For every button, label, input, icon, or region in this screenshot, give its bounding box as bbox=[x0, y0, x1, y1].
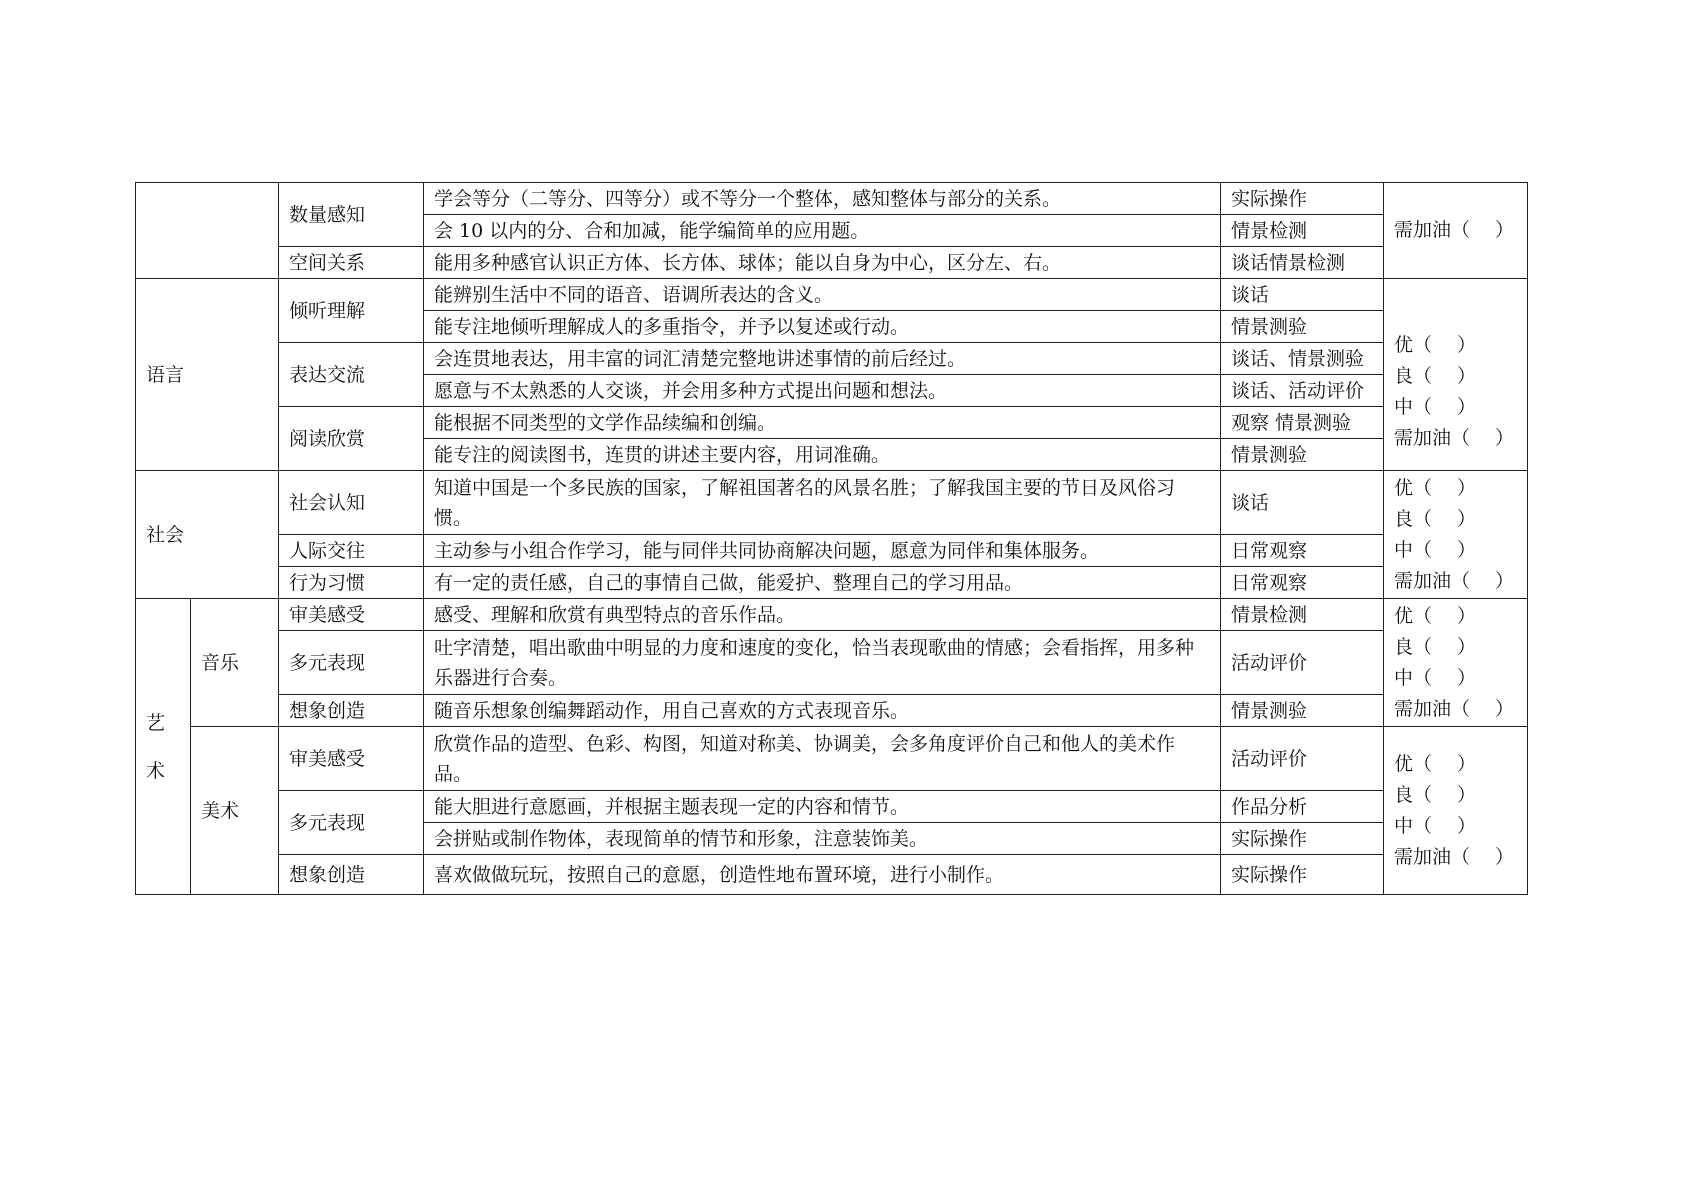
content-cell: 有一定的责任感，自己的事情自己做，能爱护、整理自己的学习用品。 bbox=[424, 567, 1221, 599]
rating-cell-music bbox=[1384, 599, 1528, 727]
table-row bbox=[136, 599, 1528, 631]
table-row bbox=[136, 727, 1528, 791]
content-cell: 能专注的阅读图书，连贯的讲述主要内容，用词准确。 bbox=[424, 439, 1221, 471]
rating-fair: 中（ ） bbox=[1394, 395, 1477, 418]
area-cell-art bbox=[136, 599, 191, 895]
table-row bbox=[136, 247, 1528, 279]
subarea-habits: 行为习惯 bbox=[279, 567, 424, 599]
content-cell: 会拼贴或制作物体，表现简单的情节和形象，注意装饰美。 bbox=[424, 823, 1221, 855]
method-cell: 情景测验 bbox=[1221, 311, 1384, 343]
area-cell-social: 社会 bbox=[136, 471, 279, 599]
content-cell: 能辨别生活中不同的语音、语调所表达的含义。 bbox=[424, 279, 1221, 311]
method-cell: 日常观察 bbox=[1221, 567, 1384, 599]
content-cell: 随音乐想象创编舞蹈动作，用自己喜欢的方式表现音乐。 bbox=[424, 695, 1221, 727]
content-cell: 愿意与不太熟悉的人交谈，并会用多种方式提出问题和想法。 bbox=[424, 375, 1221, 407]
content-cell: 喜欢做做玩玩，按照自己的意愿，创造性地布置环境，进行小制作。 bbox=[424, 855, 1221, 895]
subarea-aesthetic: 审美感受 bbox=[279, 599, 424, 631]
table-row bbox=[136, 471, 1528, 535]
method-cell: 谈话、情景测验 bbox=[1221, 343, 1384, 375]
table-row bbox=[136, 279, 1528, 311]
table-row bbox=[136, 535, 1528, 567]
content-cell: 知道中国是一个多民族的国家，了解祖国著名的风景名胜；了解我国主要的节日及风俗习惯。 bbox=[424, 471, 1221, 535]
method-cell: 情景检测 bbox=[1221, 215, 1384, 247]
art-fine-art-label: 美术 bbox=[191, 727, 279, 895]
rating-good: 良（ ） bbox=[1394, 783, 1477, 806]
method-cell: 作品分析 bbox=[1221, 791, 1384, 823]
subarea-express: 表达交流 bbox=[279, 343, 424, 407]
area-cell-math bbox=[136, 183, 279, 279]
subarea-space: 空间关系 bbox=[279, 247, 424, 279]
content-cell: 学会等分（二等分、四等分）或不等分一个整体，感知整体与部分的关系。 bbox=[424, 183, 1221, 215]
rating-fair: 中（ ） bbox=[1394, 538, 1477, 561]
subarea-cognition: 社会认知 bbox=[279, 471, 424, 535]
method-cell: 谈话情景检测 bbox=[1221, 247, 1384, 279]
method-cell: 谈话、活动评价 bbox=[1221, 375, 1384, 407]
subarea-creation: 想象创造 bbox=[279, 695, 424, 727]
subarea-read: 阅读欣赏 bbox=[279, 407, 424, 471]
content-cell: 能大胆进行意愿画，并根据主题表现一定的内容和情节。 bbox=[424, 791, 1221, 823]
rating-excellent: 优（ ） bbox=[1394, 333, 1477, 356]
evaluation-table bbox=[135, 182, 1528, 895]
rating-excellent: 优（ ） bbox=[1394, 752, 1477, 775]
rating-good: 良（ ） bbox=[1394, 364, 1477, 387]
area-cell-language: 语言 bbox=[136, 279, 279, 471]
rating-needs-work: 需加油（ ） bbox=[1394, 219, 1515, 241]
table-row bbox=[136, 855, 1528, 895]
rating-needs-work: 需加油（ ） bbox=[1394, 569, 1515, 592]
method-cell: 日常观察 bbox=[1221, 535, 1384, 567]
content-cell: 会连贯地表达，用丰富的词汇清楚完整地讲述事情的前后经过。 bbox=[424, 343, 1221, 375]
rating-good: 良（ ） bbox=[1394, 507, 1477, 530]
content-cell: 欣赏作品的造型、色彩、构图，知道对称美、协调美，会多角度评价自己和他人的美术作品。 bbox=[424, 727, 1221, 791]
rating-good: 良（ ） bbox=[1394, 635, 1477, 658]
method-cell: 活动评价 bbox=[1221, 631, 1384, 695]
content-cell: 会 10 以内的分、合和加减，能学编简单的应用题。 bbox=[424, 215, 1221, 247]
method-cell: 情景测验 bbox=[1221, 439, 1384, 471]
method-cell: 实际操作 bbox=[1221, 855, 1384, 895]
area-art-char-1: 艺 bbox=[146, 711, 166, 734]
content-cell: 能根据不同类型的文学作品续编和创编。 bbox=[424, 407, 1221, 439]
table-row bbox=[136, 631, 1528, 695]
method-cell: 谈话 bbox=[1221, 279, 1384, 311]
area-art-char-2: 术 bbox=[146, 759, 166, 782]
subarea-expression: 多元表现 bbox=[279, 791, 424, 855]
content-cell: 能专注地倾听理解成人的多重指令，并予以复述或行动。 bbox=[424, 311, 1221, 343]
method-cell: 观察 情景测验 bbox=[1221, 407, 1384, 439]
method-cell: 实际操作 bbox=[1221, 183, 1384, 215]
subarea-expression: 多元表现 bbox=[279, 631, 424, 695]
table-row bbox=[136, 567, 1528, 599]
art-music-label: 音乐 bbox=[191, 599, 279, 727]
method-cell: 情景检测 bbox=[1221, 599, 1384, 631]
rating-excellent: 优（ ） bbox=[1394, 476, 1477, 499]
rating-fair: 中（ ） bbox=[1394, 814, 1477, 837]
method-cell: 谈话 bbox=[1221, 471, 1384, 535]
rating-excellent: 优（ ） bbox=[1394, 604, 1477, 627]
content-cell: 吐字清楚，唱出歌曲中明显的力度和速度的变化，恰当表现歌曲的情感；会看指挥，用多种乐器进行合奏。 bbox=[424, 631, 1221, 695]
content-cell: 能用多种感官认识正方体、长方体、球体；能以自身为中心，区分左、右。 bbox=[424, 247, 1221, 279]
method-cell: 情景测验 bbox=[1221, 695, 1384, 727]
rating-needs-work: 需加油（ ） bbox=[1394, 845, 1515, 868]
table-row bbox=[136, 183, 1528, 215]
method-cell: 实际操作 bbox=[1221, 823, 1384, 855]
subarea-quantity: 数量感知 bbox=[279, 183, 424, 247]
table-row bbox=[136, 407, 1528, 439]
subarea-interaction: 人际交往 bbox=[279, 535, 424, 567]
content-cell: 感受、理解和欣赏有典型特点的音乐作品。 bbox=[424, 599, 1221, 631]
table-row bbox=[136, 791, 1528, 823]
rating-cell-math bbox=[1384, 183, 1528, 279]
content-cell: 主动参与小组合作学习，能与同伴共同协商解决问题，愿意为同伴和集体服务。 bbox=[424, 535, 1221, 567]
table-row bbox=[136, 343, 1528, 375]
table-row bbox=[136, 695, 1528, 727]
rating-cell-language bbox=[1384, 279, 1528, 471]
rating-fair: 中（ ） bbox=[1394, 666, 1477, 689]
method-cell: 活动评价 bbox=[1221, 727, 1384, 791]
subarea-aesthetic: 审美感受 bbox=[279, 727, 424, 791]
rating-cell-social bbox=[1384, 471, 1528, 599]
subarea-listen: 倾听理解 bbox=[279, 279, 424, 343]
rating-needs-work: 需加油（ ） bbox=[1394, 697, 1515, 720]
rating-needs-work: 需加油（ ） bbox=[1394, 426, 1515, 449]
rating-cell-fine-art bbox=[1384, 727, 1528, 895]
subarea-creation: 想象创造 bbox=[279, 855, 424, 895]
